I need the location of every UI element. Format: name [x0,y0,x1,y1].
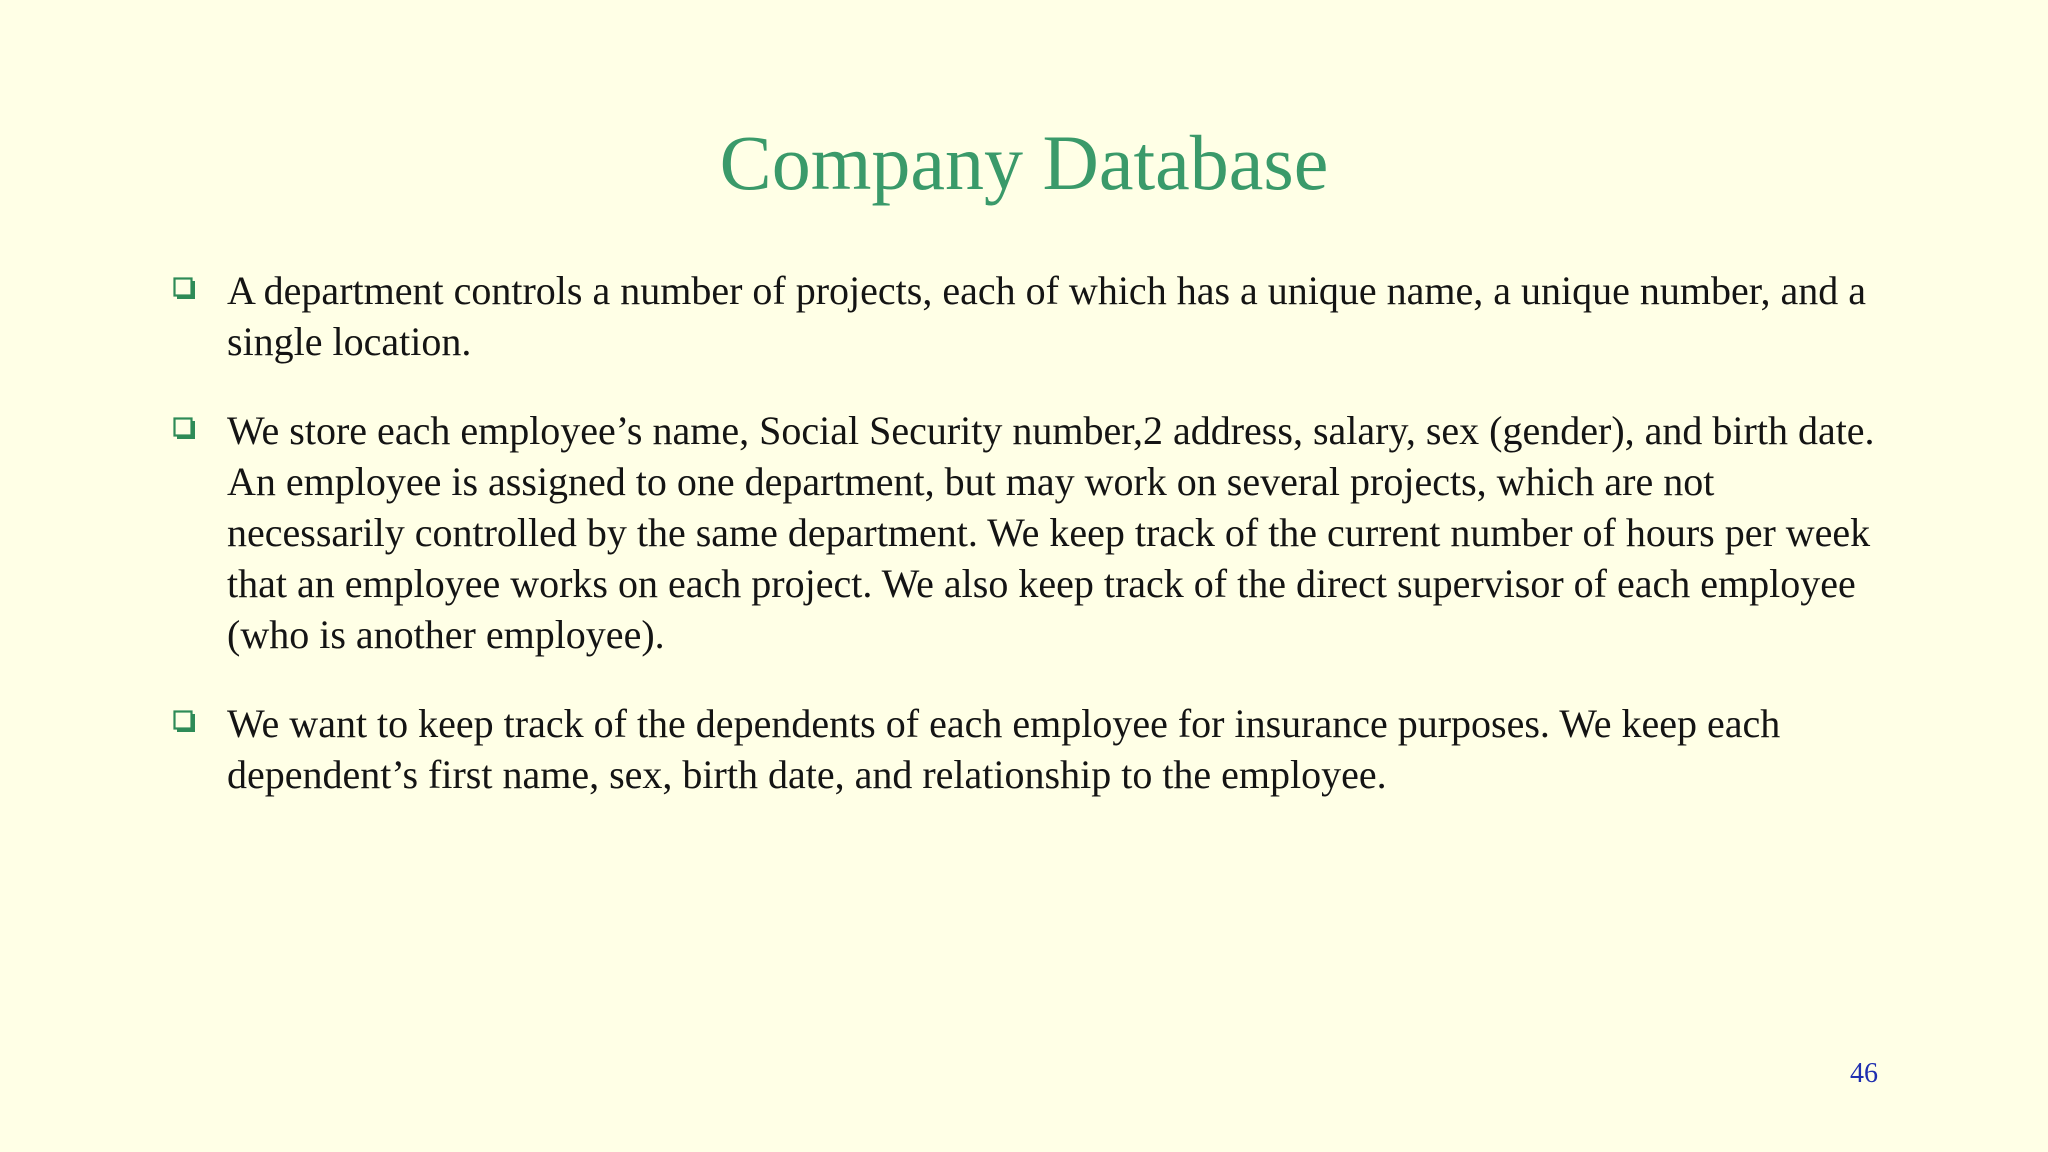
checkbox-bullet-icon [173,710,195,732]
bullet-text: We want to keep track of the dependents of each employee for insurance purposes. We keep each dependent’s first name, sex, birth date, and relationship to the employee. [227,701,1781,797]
bullet-item [170,265,1890,367]
bullet-text: We store each employee’s name, Social Security number,2 address, salary, sex (gender), and birth date. An employee is assigned to one department, but may work on several projects, which are not necessarily controlled by the same department. We keep track of the current number of hours per week that an employee works on each project. We also keep track of the direct supervisor of each employee (who is another employee). [227,408,1875,657]
page-number: 46 [1850,1058,1878,1089]
checkbox-bullet-icon [173,417,195,439]
bullet-item [170,405,1890,660]
bullet-text: A department controls a number of projects, each of which has a unique name, a unique number, and a single location. [227,268,1866,364]
checkbox-bullet-icon [173,277,195,299]
slide-title: Company Database [719,119,1329,206]
bullet-item [170,698,1890,800]
bullet-list [170,265,1890,838]
